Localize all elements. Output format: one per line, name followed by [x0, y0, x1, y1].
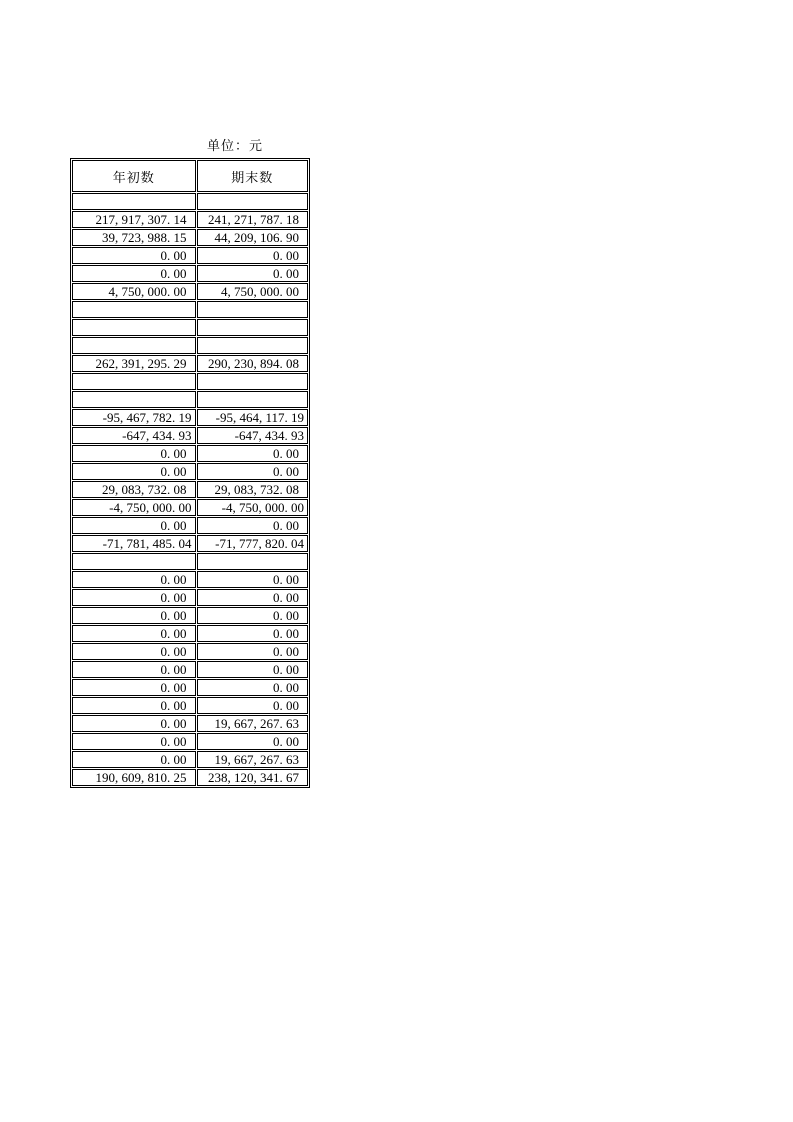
cell-year-start: 0. 00 [72, 679, 196, 696]
cell-period-end: 241, 271, 787. 18 [197, 211, 308, 228]
cell-period-end: -71, 777, 820. 04 [197, 535, 308, 552]
column-header-period-end: 期末数 [197, 160, 308, 192]
table-row [72, 211, 308, 228]
cell-period-end: 0. 00 [197, 625, 308, 642]
cell-period-end: 19, 667, 267. 63 [197, 751, 308, 768]
table-row [72, 247, 308, 264]
cell-year-start: 217, 917, 307. 14 [72, 211, 196, 228]
cell-year-start: 0. 00 [72, 733, 196, 750]
cell-year-start: 0. 00 [72, 247, 196, 264]
table-row [72, 337, 308, 354]
cell-period-end: 0. 00 [197, 517, 308, 534]
table-row [72, 661, 308, 678]
cell-year-start [72, 553, 196, 570]
cell-year-start: 0. 00 [72, 265, 196, 282]
table-row [72, 571, 308, 588]
table-body [72, 193, 308, 786]
cell-period-end: 29, 083, 732. 08 [197, 481, 308, 498]
cell-period-end [197, 337, 308, 354]
table-row [72, 301, 308, 318]
cell-period-end: 0. 00 [197, 643, 308, 660]
table-row [72, 265, 308, 282]
table-row [72, 445, 308, 462]
unit-label: 单位：元 [207, 138, 264, 153]
cell-year-start: -95, 467, 782. 19 [72, 409, 196, 426]
table-row [72, 193, 308, 210]
cell-year-start: 0. 00 [72, 643, 196, 660]
cell-period-end: 0. 00 [197, 607, 308, 624]
table-row [72, 355, 308, 372]
cell-period-end: 0. 00 [197, 661, 308, 678]
cell-period-end [197, 553, 308, 570]
cell-period-end: -647, 434. 93 [197, 427, 308, 444]
cell-period-end [197, 391, 308, 408]
cell-year-start: 0. 00 [72, 517, 196, 534]
cell-year-start: -4, 750, 000. 00 [72, 499, 196, 516]
header-row [72, 160, 308, 192]
table-row [72, 427, 308, 444]
cell-period-end: 0. 00 [197, 679, 308, 696]
cell-year-start: 29, 083, 732. 08 [72, 481, 196, 498]
cell-period-end [197, 319, 308, 336]
table-row [72, 283, 308, 300]
cell-period-end: 0. 00 [197, 589, 308, 606]
table-row [72, 517, 308, 534]
table-row [72, 499, 308, 516]
table-row [72, 607, 308, 624]
cell-year-start [72, 337, 196, 354]
cell-period-end: -95, 464, 117. 19 [197, 409, 308, 426]
table-row [72, 535, 308, 552]
cell-year-start: -71, 781, 485. 04 [72, 535, 196, 552]
cell-year-start: 190, 609, 810. 25 [72, 769, 196, 786]
cell-year-start: 262, 391, 295. 29 [72, 355, 196, 372]
cell-period-end: 0. 00 [197, 733, 308, 750]
table-row [72, 553, 308, 570]
cell-period-end: 19, 667, 267. 63 [197, 715, 308, 732]
cell-period-end: 290, 230, 894. 08 [197, 355, 308, 372]
cell-period-end: 4, 750, 000. 00 [197, 283, 308, 300]
cell-year-start [72, 391, 196, 408]
table-row [72, 625, 308, 642]
cell-period-end [197, 193, 308, 210]
table-row [72, 463, 308, 480]
table-row [72, 589, 308, 606]
table-row [72, 733, 308, 750]
cell-period-end: 0. 00 [197, 445, 308, 462]
table-row [72, 769, 308, 786]
column-header-year-start: 年初数 [72, 160, 196, 192]
cell-year-start: -647, 434. 93 [72, 427, 196, 444]
table-row [72, 751, 308, 768]
cell-period-end [197, 373, 308, 390]
table-row [72, 697, 308, 714]
cell-period-end: 0. 00 [197, 265, 308, 282]
cell-year-start: 0. 00 [72, 445, 196, 462]
table-row [72, 391, 308, 408]
table-row [72, 409, 308, 426]
cell-period-end: 238, 120, 341. 67 [197, 769, 308, 786]
cell-period-end: 0. 00 [197, 463, 308, 480]
cell-year-start: 39, 723, 988. 15 [72, 229, 196, 246]
cell-period-end: 0. 00 [197, 571, 308, 588]
table-row [72, 715, 308, 732]
table-row [72, 373, 308, 390]
cell-period-end [197, 301, 308, 318]
table-row [72, 319, 308, 336]
cell-year-start [72, 193, 196, 210]
cell-year-start: 0. 00 [72, 751, 196, 768]
cell-year-start: 0. 00 [72, 571, 196, 588]
cell-year-start: 0. 00 [72, 715, 196, 732]
cell-year-start: 0. 00 [72, 589, 196, 606]
cell-year-start: 0. 00 [72, 463, 196, 480]
cell-year-start: 0. 00 [72, 607, 196, 624]
cell-year-start [72, 301, 196, 318]
cell-period-end: -4, 750, 000. 00 [197, 499, 308, 516]
table-row [72, 643, 308, 660]
cell-year-start: 4, 750, 000. 00 [72, 283, 196, 300]
cell-period-end: 0. 00 [197, 697, 308, 714]
table-header [72, 160, 308, 192]
financial-table [70, 158, 310, 788]
cell-year-start: 0. 00 [72, 697, 196, 714]
cell-year-start [72, 373, 196, 390]
cell-period-end: 0. 00 [197, 247, 308, 264]
table-row [72, 679, 308, 696]
table-row [72, 229, 308, 246]
cell-year-start: 0. 00 [72, 625, 196, 642]
cell-period-end: 44, 209, 106. 90 [197, 229, 308, 246]
table-row [72, 481, 308, 498]
cell-year-start: 0. 00 [72, 661, 196, 678]
cell-year-start [72, 319, 196, 336]
